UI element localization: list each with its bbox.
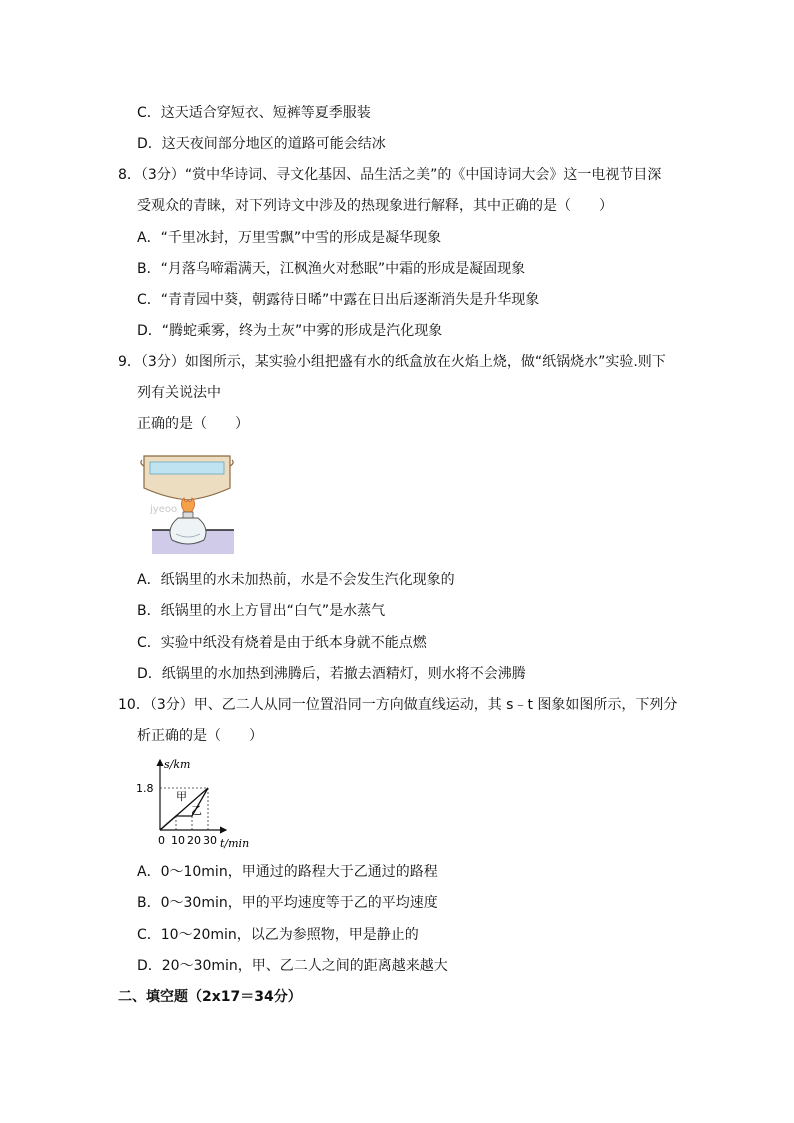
x-tick-label: 10 (171, 834, 185, 847)
paper-pot-figure (138, 448, 238, 556)
s-t-chart (132, 754, 262, 854)
q10-option-b: B．0～30min，甲的平均速度等于乙的平均速度 (137, 895, 438, 911)
y-axis-label: s/km (164, 758, 191, 771)
x-axis-label: t/min (220, 837, 250, 850)
q10-option-c: C．10～20min，以乙为参照物，甲是静止的 (137, 927, 419, 943)
q7-option-c: C．这天适合穿短衣、短裤等夏季服装 (137, 105, 371, 121)
series-label-yi: 乙 (191, 804, 202, 817)
q9-stem-line2: 列有关说法中 (137, 385, 221, 401)
x-tick-label: 30 (203, 834, 217, 847)
q9-option-a: A．纸锅里的水未加热前，水是不会发生汽化现象的 (137, 572, 455, 588)
q8-option-d: D．“腾蛇乘雾，终为土灰”中雾的形成是汽化现象 (137, 323, 443, 339)
q10-option-a: A．0～10min，甲通过的路程大于乙通过的路程 (137, 864, 438, 880)
water-surface (150, 462, 224, 474)
x-tick-label: 0 (158, 834, 165, 847)
q9-option-b: B．纸锅里的水上方冒出“白气”是水蒸气 (137, 603, 386, 619)
x-tick-label: 20 (187, 834, 201, 847)
q7-option-d: D．这天夜间部分地区的道路可能会结冰 (137, 136, 386, 152)
q9-stem-line3: 正确的是（ ） (137, 416, 249, 432)
q10-stem-line1: 10．（3分）甲、乙二人从同一位置沿同一方向做直线运动，其 s﹣t 图象如图所示，下列分 (118, 697, 678, 713)
series-label-jia: 甲 (176, 790, 187, 803)
q10-stem-line2: 析正确的是（ ） (137, 728, 263, 744)
section-2-title: 二、填空题（2x17＝34分） (118, 989, 302, 1005)
q9-stem-line1: 9．（3分）如图所示，某实验小组把盛有水的纸盒放在火焰上烧，做“纸锅烧水”实验.则下 (118, 354, 666, 370)
q8-stem-line2: 受观众的青睐，对下列诗文中涉及的热现象进行解释，其中正确的是（ ） (137, 198, 613, 214)
q10-option-d: D．20～30min，甲、乙二人之间的距离越来越大 (137, 958, 448, 974)
q8-option-a: A．“千里冰封，万里雪飘”中雪的形成是凝华现象 (137, 230, 442, 246)
q8-option-b: B．“月落乌啼霜满天，江枫渔火对愁眠”中霜的形成是凝固现象 (137, 261, 526, 277)
q8-option-c: C．“青青园中葵，朝露待日晞”中露在日出后逐渐消失是升华现象 (137, 292, 540, 308)
q9-option-c: C．实验中纸没有烧着是由于纸本身就不能点燃 (137, 635, 427, 651)
q9-option-d: D．纸锅里的水加热到沸腾后，若撤去酒精灯，则水将不会沸腾 (137, 666, 526, 682)
watermark-text: jyeoo (150, 504, 178, 515)
alcohol-lamp (170, 518, 206, 544)
y-tick-label: 1.8 (136, 782, 154, 795)
q8-stem-line1: 8．（3分）“赏中华诗词、寻文化基因、品生活之美”的《中国诗词大会》这一电视节目深 (118, 167, 662, 183)
